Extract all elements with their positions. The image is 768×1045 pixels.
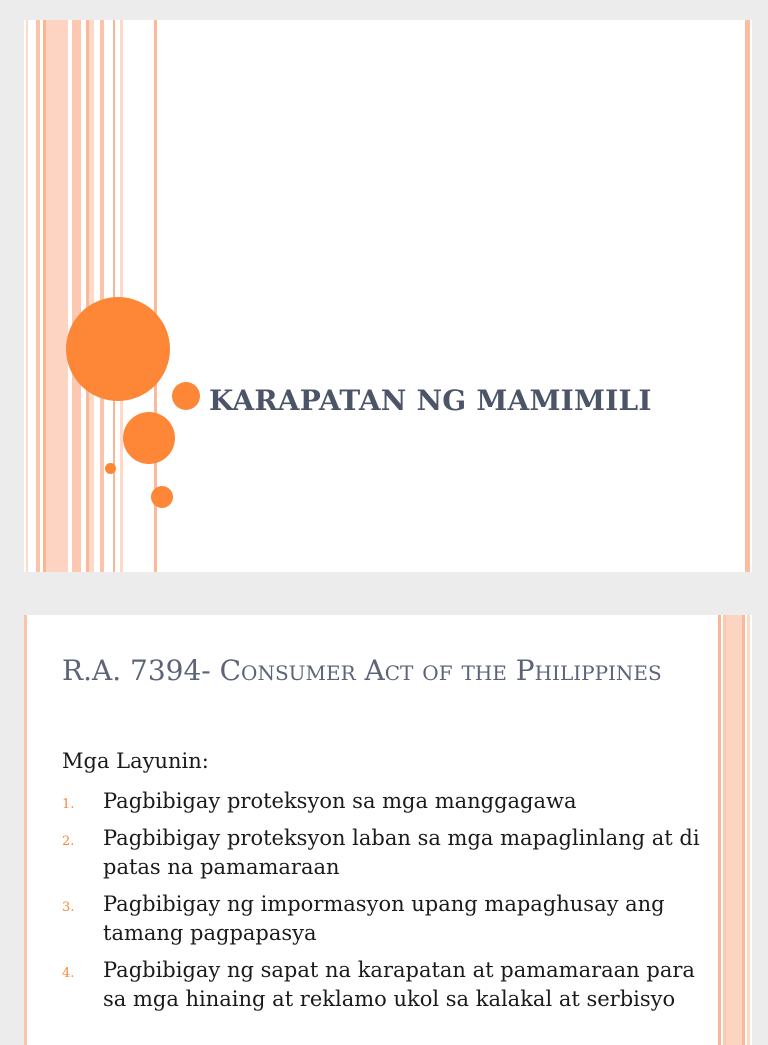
list-item [62,824,702,882]
list-item [62,890,702,948]
decorative-circle-small [172,382,200,410]
list-number: 1. [62,797,75,812]
slide-heading: R.A. 7394- Consumer Act of the Philippines [62,654,662,687]
list-number: 4. [62,966,75,981]
decorative-stripes [714,615,752,1045]
decorative-stripe-right [745,20,750,572]
title-slide [24,20,752,572]
objectives-list [62,787,702,1022]
list-item [62,956,702,1014]
decorative-circle-medium [123,412,175,464]
content-slide [24,615,752,1045]
objectives-label: Mga Layunin: [62,749,209,773]
list-number: 2. [62,834,75,849]
list-text: Pagbibigay proteksyon laban sa mga mapaglinlang at di patas na pamamaraan [103,826,700,879]
slide-title: KARAPATAN NG MAMIMILI [209,384,652,417]
list-text: Pagbibigay ng impormasyon upang mapaghusay ang tamang pagpapasya [103,892,665,945]
decorative-circle-large [66,297,170,401]
list-text: Pagbibigay ng sapat na karapatan at pamamaraan para sa mga hinaing at reklamo ukol sa kalakal at serbisyo [103,958,695,1011]
list-item [62,787,702,816]
decorative-stripes [24,20,160,572]
list-text: Pagbibigay proteksyon sa mga manggagawa [103,789,577,813]
decorative-circle-small [151,486,173,508]
decorative-stripe-left [24,615,27,1045]
decorative-circle-tiny [105,463,116,474]
list-number: 3. [62,900,75,915]
